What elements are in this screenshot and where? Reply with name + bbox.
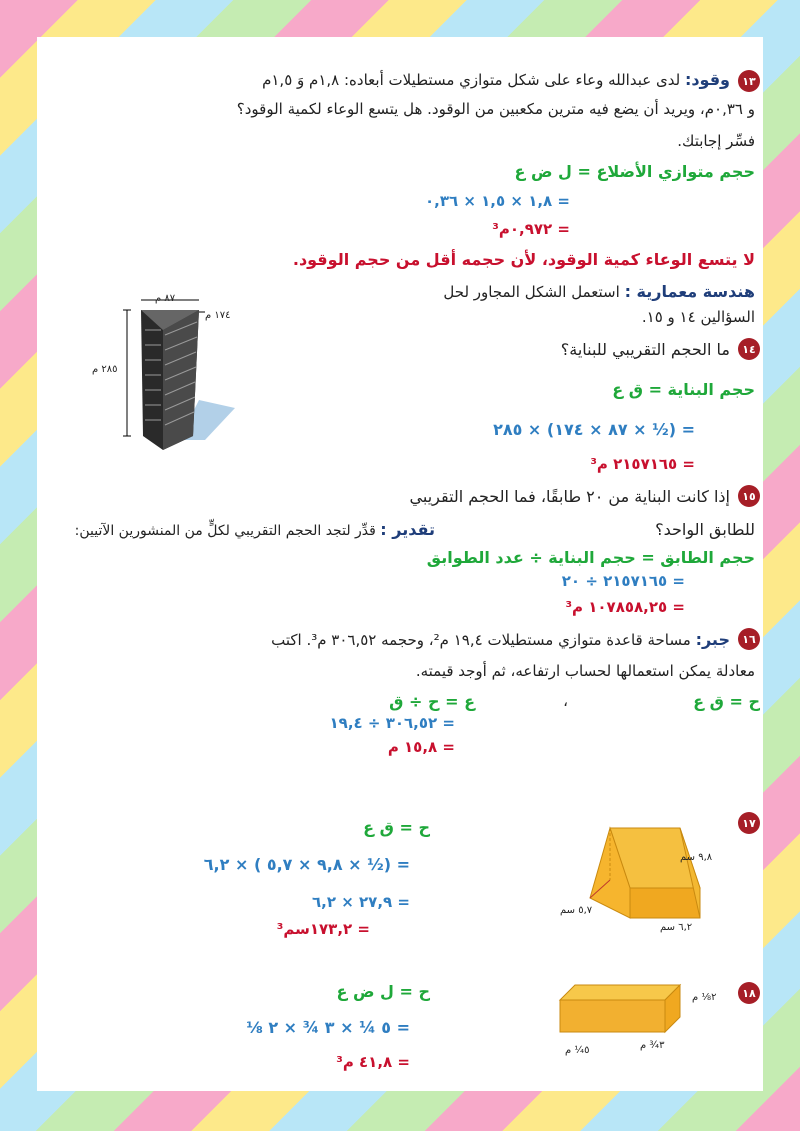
architecture-line1 [443,282,755,301]
architecture-label: هندسة معمارية : [624,282,755,301]
triangular-prism-figure [580,818,713,928]
architecture-line2: السؤالين ١٤ و ١٥. [641,308,755,326]
question-17-badge: ١٧ [738,812,760,834]
question-13-label: وقود: [684,70,730,89]
question-13-line1 [262,70,730,89]
question-15-step1: = ٢١٥٧١٦٥ ÷ ٢٠ [561,572,685,590]
estimate-label: تقدير : [380,520,435,539]
question-18-formula: ح = ل ض ع [336,982,430,1001]
question-15-step2: = ١٠٧٨٥٨,٢٥ م³ [565,598,685,616]
question-13-text: لدى عبدالله وعاء على شكل متوازي مستطيلات أبعاده: ١,٨م وَ ١,٥م [262,71,681,89]
question-16-label: جبر: [695,630,730,649]
question-13-step1: = ١,٨ × ١,٥ × ٠,٣٦ [424,192,570,210]
estimate-text: قدِّر لتجد الحجم التقريبي لكلٍّ من المنشورين الآتيين: [74,523,376,539]
question-14-step1: = (½ × ٨٧ × ١٧٤) × ٢٨٥ [493,420,695,439]
prism-dim-c: ٦,٢ سم [660,922,693,933]
question-13-step2: = ٠,٩٧٢م³ [492,220,570,238]
question-15-formula: حجم الطابق = حجم البناية ÷ عدد الطوابق [426,548,755,567]
building-dim-side: ١٧٤ م [205,310,231,321]
question-16-line1 [271,630,730,649]
question-17-formula: ح = ق ع [363,818,430,837]
question-16-formula2: ع = ح ÷ ق [389,692,475,711]
question-18-step1: = ٥ ¼ × ٣ ¾ × ٢ ⅛ [246,1018,410,1037]
question-16-step2: = ١٥,٨ م [387,738,455,756]
question-17-step3: = ١٧٣,٢سم³ [276,920,370,938]
question-13-answer: لا يتسع الوعاء كمية الوقود، لأن حجمه أقل من حجم الوقود. [292,250,755,269]
prism-dim-a: ٩,٨ سم [680,852,713,863]
question-16-comma: ، [563,692,568,710]
question-17-step2: = ٢٧,٩ × ٦,٢ [312,893,410,911]
question-15-line2: للطابق الواحد؟ [655,520,755,539]
building-dim-top: ٨٧ م [155,293,176,304]
question-14-formula: حجم البناية = ق ع [612,380,755,399]
question-16-badge: ١٦ [738,628,760,650]
box-dim-length: ٥¼ م [565,1045,590,1056]
estimate-line [75,520,435,539]
question-15-badge: ١٥ [738,485,760,507]
rectangular-prism-figure [555,980,690,1040]
question-13-line3: فسِّر إجابتك. [677,132,755,150]
question-16-text: مساحة قاعدة متوازي مستطيلات ١٩,٤ م²، وحجمه ٣٠٦,٥٢ م³. اكتب [271,631,691,649]
box-dim-height: ٢⅛ م [692,992,717,1003]
prism-dim-b: ٥,٧ سم [560,905,593,916]
box-dim-width: ٣¾ م [640,1040,665,1051]
architecture-text: استعمل الشكل المجاور لحل [443,283,620,301]
question-17-step1: = (½ × ٩,٨ × ٥,٧ ) × ٦,٢ [203,855,410,874]
question-18-badge: ١٨ [738,982,760,1004]
question-16-line2: معادلة يمكن استعمالها لحساب ارتفاعه، ثم أوجد قيمته. [415,662,755,680]
question-16-formula1: ح = ق ع [693,692,760,711]
question-18-step2: = ٤١,٨ م³ [336,1053,410,1071]
question-13-line2: و ٠,٣٦م، ويريد أن يضع فيه مترين مكعبين من الوقود. هل يتسع الوعاء لكمية الوقود؟ [236,100,755,118]
question-13-badge: ١٣ [738,70,760,92]
question-16-step1: = ٣٠٦,٥٢ ÷ ١٩,٤ [329,714,455,732]
building-dim-height: ٢٨٥ م [92,364,118,375]
question-14-step2: = ٢١٥٧١٦٥ م³ [590,455,695,473]
question-13-formula: حجم متوازي الأضلاع = ل ض ع [514,162,755,181]
question-14-text: ما الحجم التقريبي للبناية؟ [560,340,730,359]
question-14-badge: ١٤ [738,338,760,360]
question-15-line1: إذا كانت البناية من ٢٠ طابقًا، فما الحجم التقريبي [409,487,730,506]
